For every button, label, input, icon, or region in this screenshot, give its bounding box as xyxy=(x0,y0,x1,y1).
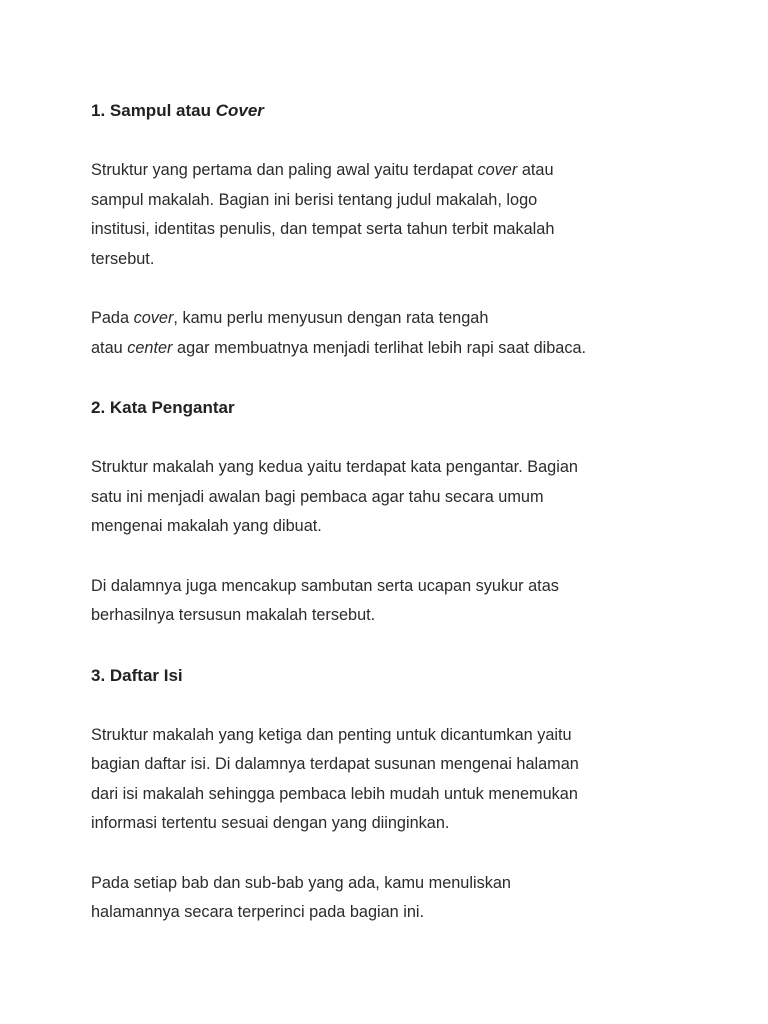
section-heading-sampul: 1. Sampul atau Cover xyxy=(91,101,264,120)
section-heading-daftar-isi: 3. Daftar Isi xyxy=(91,665,183,685)
paragraph-daftar-isi-1: Struktur makalah yang ketiga dan penting untuk dicantumkan yaitu bagian daftar isi. Di dalamnya terdapat susunan mengenai halaman dari isi makalah sehingga pembaca lebih mudah untuk menemukan informasi tertentu sesuai dengan yang diinginkan. xyxy=(91,725,579,832)
paragraph-daftar-isi-2: Pada setiap bab dan sub-bab yang ada, kamu menuliskan halamannya secara terperinci pada bagian ini. xyxy=(91,873,511,921)
paragraph-kata-pengantar-2: Di dalamnya juga mencakup sambutan serta ucapan syukur atas berhasilnya tersusun makalah tersebut. xyxy=(91,576,559,624)
paragraph-sampul-2: Pada cover, kamu perlu menyusun dengan rata tengah atau center agar membuatnya menjadi terlihat lebih rapi saat dibaca. xyxy=(91,309,587,357)
paragraph-sampul-1: Struktur yang pertama dan paling awal yaitu terdapat cover atau sampul makalah. Bagian ini berisi tentang judul makalah, logo institusi, identitas penulis, dan tempat serta tahun terbit makalah tersebut. xyxy=(91,161,555,268)
section-heading-kata-pengantar: 2. Kata Pengantar xyxy=(91,398,235,417)
paragraph-kata-pengantar-1: Struktur makalah yang kedua yaitu terdapat kata pengantar. Bagian satu ini menjadi awalan bagi pembaca agar tahu secara umum mengenai makalah yang dibuat. xyxy=(91,458,578,535)
document-body xyxy=(91,96,691,928)
